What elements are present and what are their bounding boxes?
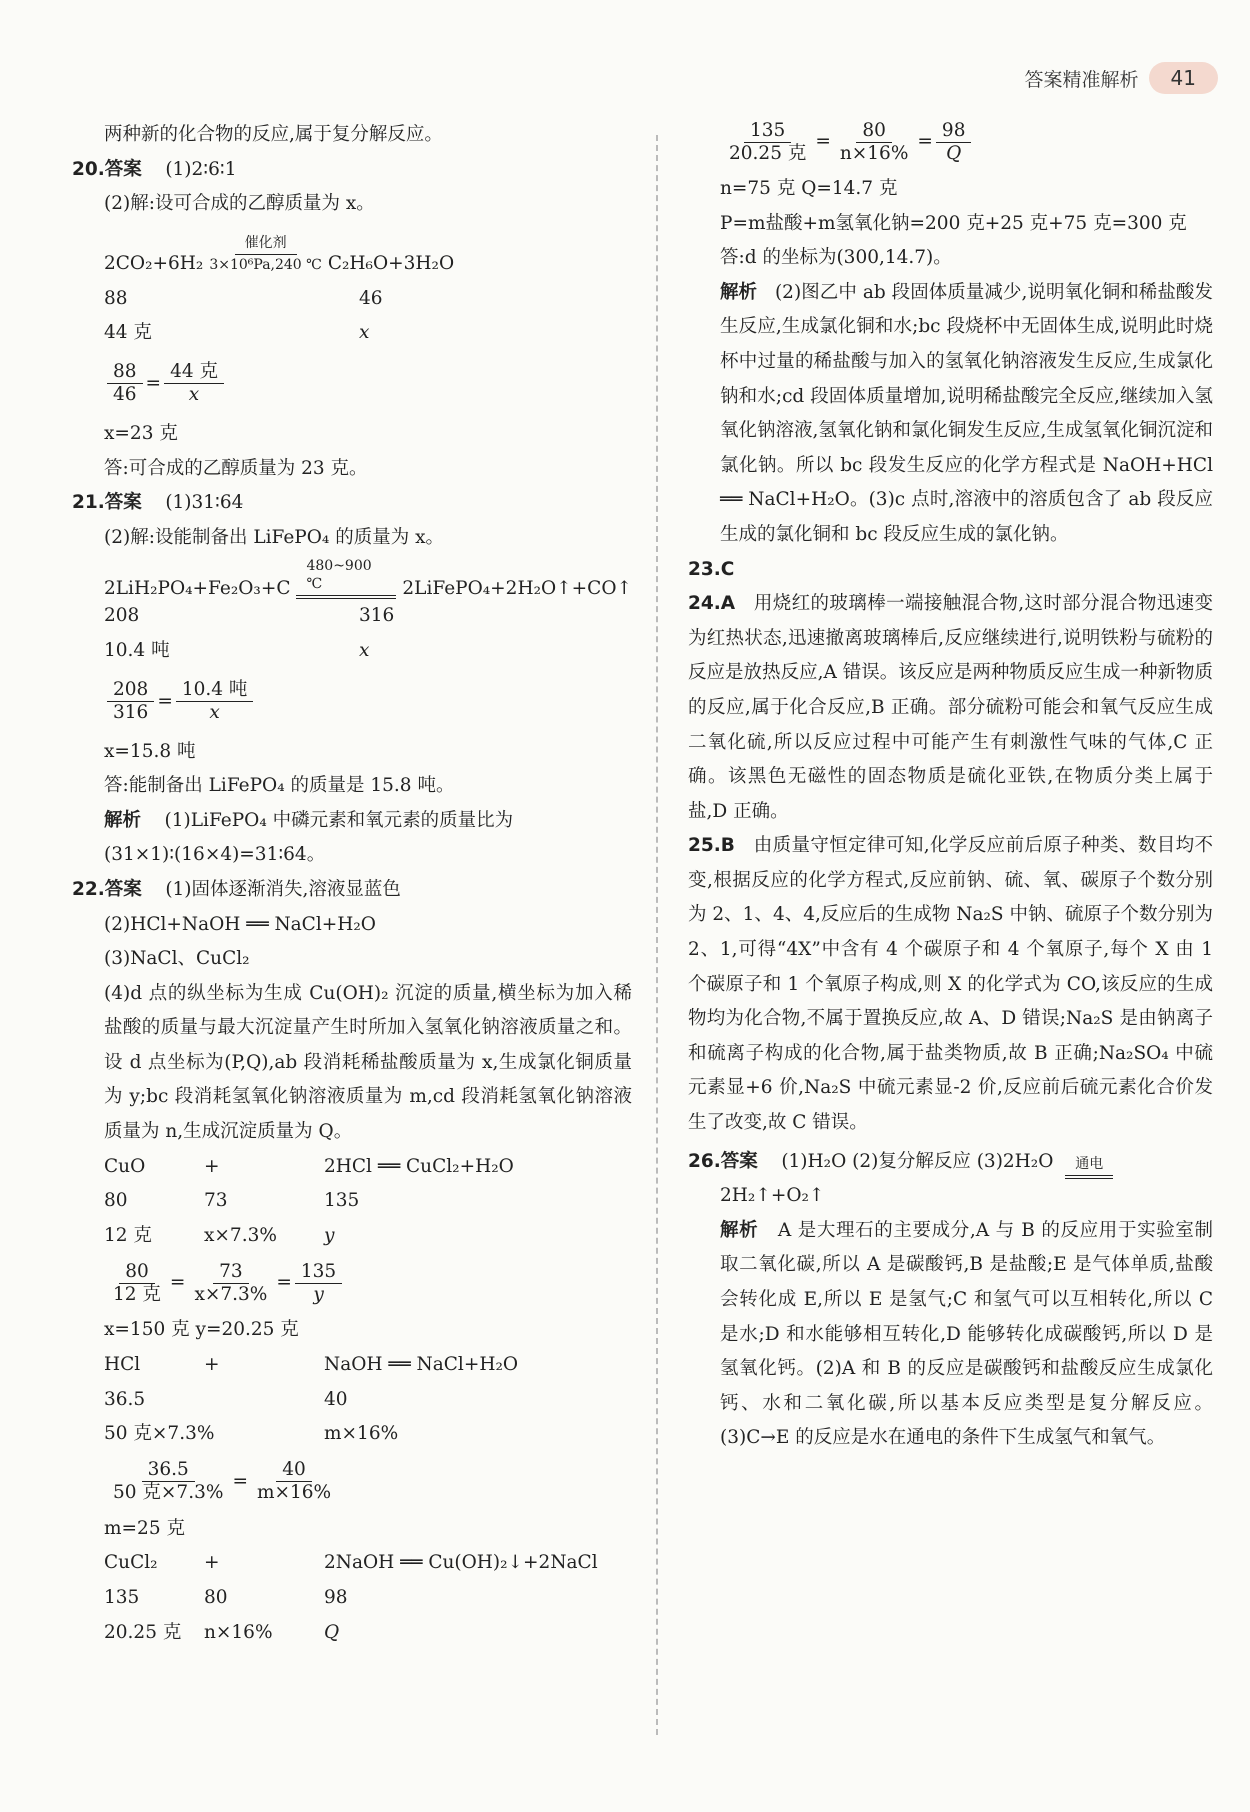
answer-text: (2)解:设能制备出 LiFePO₄ 的质量为 x。 xyxy=(104,526,445,548)
reaction-hcl-given xyxy=(72,1417,632,1452)
question-21 xyxy=(72,486,632,521)
explanation-text: (2)图乙中 ab 段固体质量减少,说明氧化铜和稀盐酸发生反应,生成氯化铜和水;bc 段烧杯中无固体生成,说明此时烧杯中过量的稀盐酸与加入的氢氧化钠溶液发生反应,生成氯化钠和水;cd 段固体质量增加,说明稀盐酸完全反应,继续加入氢氧化钠溶液,氢氧化钠和氯化铜发生反应,生成氢氧化铜沉淀和氯化钠。所以 bc 段发生反应的化学方程式是 NaOH+HCl ══ NaCl+H₂O。(3)c 点时,溶液中的溶质包含了 ab 段反应生成的氯化铜和 bc 段反应生成的氯化钠。 xyxy=(720,281,1213,545)
left-column xyxy=(72,118,632,1650)
answer-text: (3)NaCl、CuCl₂ xyxy=(104,948,250,970)
mass-value: 40 xyxy=(324,1388,348,1410)
formula: CuO xyxy=(104,1155,146,1177)
eq-right: C₂H₆O+3H₂O xyxy=(327,252,455,274)
reaction-cucl2 xyxy=(72,1546,632,1650)
mass-rows xyxy=(72,599,632,668)
mass-value: 20.25 克 xyxy=(104,1621,182,1643)
question-label: 26.答案 xyxy=(688,1150,758,1172)
question-label: 23.C xyxy=(688,558,735,580)
mass-value: m×16% xyxy=(324,1423,399,1445)
result: x=15.8 吨 xyxy=(104,740,196,762)
condition-top: 催化剂 xyxy=(235,234,297,255)
eq-left: 2LiH₂PO₄+Fe₂O₃+C xyxy=(104,578,291,600)
right-column xyxy=(688,112,1213,1456)
answer-text: 2H₂↑+O₂↑ xyxy=(720,1185,825,1207)
explanation-label: 解析 xyxy=(720,281,758,303)
mass-value: 12 克 xyxy=(104,1224,152,1246)
mass-value: n×16% xyxy=(204,1621,273,1643)
numerator: 208 xyxy=(107,679,154,702)
mass-value: 80 xyxy=(204,1587,228,1608)
question-23 xyxy=(688,553,1213,588)
mass-value: 44 克 xyxy=(104,322,152,344)
formula: 2HCl ══ CuCl₂+H₂O xyxy=(324,1155,514,1177)
explanation-22 xyxy=(688,276,1213,553)
numerator: 10.4 吨 xyxy=(176,679,254,702)
answer-text: 答:d 的坐标为(300,14.7)。 xyxy=(720,247,952,269)
reaction-condition xyxy=(1065,1155,1113,1179)
numerator: 98 xyxy=(936,120,972,143)
denominator: n×16% xyxy=(839,142,909,164)
formula: + xyxy=(204,1354,220,1376)
question-label: 22.答案 xyxy=(72,878,142,900)
denominator: x xyxy=(188,384,200,406)
denominator: x×7.3% xyxy=(194,1283,268,1305)
proportion: $\frac{80}{\text{12 克}}$ = $\frac{73}{x\times 7.3\%}$ = $\frac{135}{y}$ xyxy=(72,1253,632,1313)
eq-left: 2CO₂+6H₂ xyxy=(104,252,204,274)
result: m=25 克 xyxy=(104,1517,185,1539)
answer-text: (2)解:设可合成的乙醇质量为 x。 xyxy=(104,193,375,215)
condition-top: 480~900 ℃ xyxy=(296,557,396,599)
reaction-condition xyxy=(209,234,322,274)
mass-value: x×7.3% xyxy=(204,1224,277,1246)
explanation-text: (31×1)∶(16×4)=31∶64。 xyxy=(104,844,326,866)
fraction xyxy=(295,1261,342,1306)
question-20 xyxy=(72,153,632,188)
mass-value: 135 xyxy=(104,1587,140,1608)
fraction xyxy=(936,120,972,165)
mass-value: x xyxy=(359,322,370,344)
fraction xyxy=(723,120,812,165)
mass-value: 50 克×7.3% xyxy=(104,1423,215,1445)
fraction xyxy=(164,361,224,406)
numerator: 73 xyxy=(213,1261,249,1284)
numerator: 80 xyxy=(856,120,892,143)
proportion: $\frac{88}{46}$ = $\frac{\text{44 克}}{x}$ xyxy=(72,351,632,417)
explanation-text: 用烧红的玻璃棒一端接触混合物,这时部分混合物迅速变为红热状态,迅速撤离玻璃棒后,反应继续进行,说明铁粉与硫粉的反应是放热反应,A 错误。该反应是两种物质反应生成一种新物质的反应,属于化合反应,B 正确。部分硫粉可能会和氧气反应生成二氧化硫,所以反应过程中可能产生有刺激性气味的气体,C 正确。该黑色无磁性的固态物质是硫化亚铁,在物质分类上属于盐,D 正确。 xyxy=(688,593,1213,822)
answer-text: (1)31∶64 xyxy=(165,492,244,514)
numerator: 135 xyxy=(295,1261,342,1284)
proportion: $\frac{36.5}{\text{50 克×7.3\%}}$ = $\frac{40}{m\times 16\%}$ xyxy=(72,1452,632,1512)
fraction xyxy=(834,120,915,165)
question-label: 25.B xyxy=(688,835,735,857)
chemical-equation xyxy=(72,555,632,599)
reaction-condition xyxy=(296,557,396,599)
watermark-shape xyxy=(430,690,750,810)
numerator: 36.5 xyxy=(142,1459,195,1482)
result: P=m盐酸+m氢氧化钠=200 克+25 克+75 克=300 克 xyxy=(720,212,1187,234)
result: x=150 克 y=20.25 克 xyxy=(104,1319,299,1341)
result: n=75 克 Q=14.7 克 xyxy=(720,178,898,199)
header-title: 答案精准解析 xyxy=(1024,68,1139,91)
denominator: 20.25 克 xyxy=(729,142,807,164)
numerator: 80 xyxy=(119,1261,155,1284)
answer-text: (1)固体逐渐消失,溶液显蓝色 xyxy=(165,878,401,900)
formula: + xyxy=(204,1552,220,1574)
mass-value: 80 xyxy=(104,1190,128,1212)
mass-value: y xyxy=(324,1224,335,1246)
formula: CuCl₂ xyxy=(104,1552,158,1574)
numerator: 40 xyxy=(276,1459,312,1482)
mass-value: x xyxy=(359,639,370,661)
explanation-text: (1)LiFePO₄ 中磷元素和氧元素的质量比为 xyxy=(164,809,514,831)
numerator: 135 xyxy=(744,120,791,143)
page-number: 41 xyxy=(1149,62,1218,94)
denominator: Q xyxy=(946,142,962,164)
answer-text: 答:可合成的乙醇质量为 23 克。 xyxy=(104,457,368,479)
fraction xyxy=(107,679,154,724)
mass-rows xyxy=(72,282,632,351)
question-25 xyxy=(688,829,1213,1140)
denominator: 50 克×7.3% xyxy=(113,1482,224,1504)
page-header xyxy=(1025,62,1218,94)
result: x=23 克 xyxy=(104,422,178,444)
denominator: y xyxy=(313,1283,324,1305)
explanation-text: A 是大理石的主要成分,A 与 B 的反应用于实验室制取二氧化碳,所以 A 是碳酸钙,B 是盐酸;E 是气体单质,盐酸会转化成 E,所以 E 是氢气;C 和氢气可以互相转化,所以 C 是水;D 和水能够相互转化,D 能够转化成碳酸钙,所以 D 是氢氧化钙。(2)A 和 B 的反应是碳酸钙和盐酸反应生成氯化钙、水和二氧化碳,所以基本反应类型是复分解反应。(3)C→E 的反应是水在通电的条件下生成氢气和氧气。 xyxy=(720,1219,1213,1449)
mass-value: 46 xyxy=(359,287,383,309)
fraction xyxy=(107,1261,167,1306)
denominator: 46 xyxy=(113,384,137,406)
mass-value: 135 xyxy=(324,1190,360,1212)
question-24 xyxy=(688,587,1213,829)
denominator: 12 克 xyxy=(113,1283,161,1305)
question-22 xyxy=(72,873,632,908)
explanation-text: 由质量守恒定律可知,化学反应前后原子种类、数目均不变,根据反应的化学方程式,反应前钠、硫、氧、碳原子个数分别为 2、1、4、4,反应后的生成物 Na₂S 中钠、硫原子个数分别为 2、1,可得“4X”中含有 4 个碳原子和 4 个氧原子,每个 X 由 1 个碳原子和 1 个氧原子构成,则 X 的化学式为 CO,该反应的生成物均为化合物,不属于置换反应,故 A、D 错误;Na₂S 是由钠离子和硫离子构成的化合物,属于盐类物质,故 B 正确;Na₂SO₄ 中硫元素显+6 价,Na₂S 中硫元素显-2 价,反应前后硫元素化合价发生了改变,故 C 错误。 xyxy=(688,835,1213,1134)
explanation-label: 解析 xyxy=(720,1219,759,1241)
fraction xyxy=(107,361,143,406)
mass-value: 316 xyxy=(359,605,395,627)
formula: + xyxy=(204,1155,220,1177)
explanation-label: 解析 xyxy=(104,809,142,831)
question-26 xyxy=(688,1145,1213,1180)
fraction xyxy=(188,1261,273,1306)
reaction-cuo xyxy=(72,1150,632,1254)
text-line: 两种新的化合物的反应,属于复分解反应。 xyxy=(104,124,443,145)
question-label: 21.答案 xyxy=(72,492,142,514)
proportion: $\frac{208}{316}$ = $\frac{\text{10.4 吨}}{x}$ xyxy=(72,669,632,735)
mass-value: 73 xyxy=(204,1190,228,1212)
mass-value: 10.4 吨 xyxy=(104,639,170,661)
condition-top: 通电 xyxy=(1065,1155,1113,1179)
denominator: m×16% xyxy=(256,1482,332,1504)
explanation-26 xyxy=(688,1214,1213,1456)
answer-text: (4)d 点的纵坐标为生成 Cu(OH)₂ 沉淀的质量,横坐标为加入稀盐酸的质量与最大沉淀量产生时所加入氢氧化钠溶液质量之和。设 d 点坐标为(P,Q),ab 段消耗稀盐酸质量为 x,生成氯化铜质量为 y;bc 段消耗氢氧化钠溶液质量为 m,cd 段消耗氢氧化钠溶液质量为 n,生成沉淀质量为 Q。 xyxy=(104,982,632,1143)
mass-value: 98 xyxy=(324,1587,348,1608)
fraction xyxy=(107,1459,229,1504)
mass-value: Q xyxy=(324,1621,340,1643)
question-label: 24.A xyxy=(688,593,736,615)
fraction xyxy=(176,679,254,724)
column-divider xyxy=(656,135,658,1735)
condition-bottom: 3×10⁶Pa,240 ℃ xyxy=(209,256,322,273)
fraction xyxy=(251,1459,337,1504)
formula: 2NaOH ══ Cu(OH)₂↓+2NaCl xyxy=(324,1552,598,1574)
formula: NaOH ══ NaCl+H₂O xyxy=(324,1354,519,1376)
answer-text: (1)H₂O (2)复分解反应 (3)2H₂O xyxy=(781,1150,1054,1172)
numerator: 88 xyxy=(107,361,143,384)
question-label: 20.答案 xyxy=(72,158,142,180)
proportion: $\frac{135}{\text{20.25 克}}$ = $\frac{80}{n\times 16\%}$ = $\frac{98}{Q}$ xyxy=(688,112,1213,172)
mass-value: 88 xyxy=(104,287,128,309)
numerator: 44 克 xyxy=(164,361,224,384)
formula: HCl xyxy=(104,1354,141,1376)
mass-value: 208 xyxy=(104,605,140,627)
mass-value: 36.5 xyxy=(104,1388,146,1410)
denominator: x xyxy=(209,702,220,724)
eq-right: 2LiFePO₄+2H₂O↑+CO↑ xyxy=(402,578,632,600)
answer-text: (2)HCl+NaOH ══ NaCl+H₂O xyxy=(104,913,376,935)
answer-text: 答:能制备出 LiFePO₄ 的质量是 15.8 吨。 xyxy=(104,775,455,797)
answer-text: (1)2∶6∶1 xyxy=(165,158,237,180)
reaction-hcl xyxy=(72,1348,632,1417)
chemical-equation xyxy=(72,222,632,274)
denominator: 316 xyxy=(113,702,149,724)
